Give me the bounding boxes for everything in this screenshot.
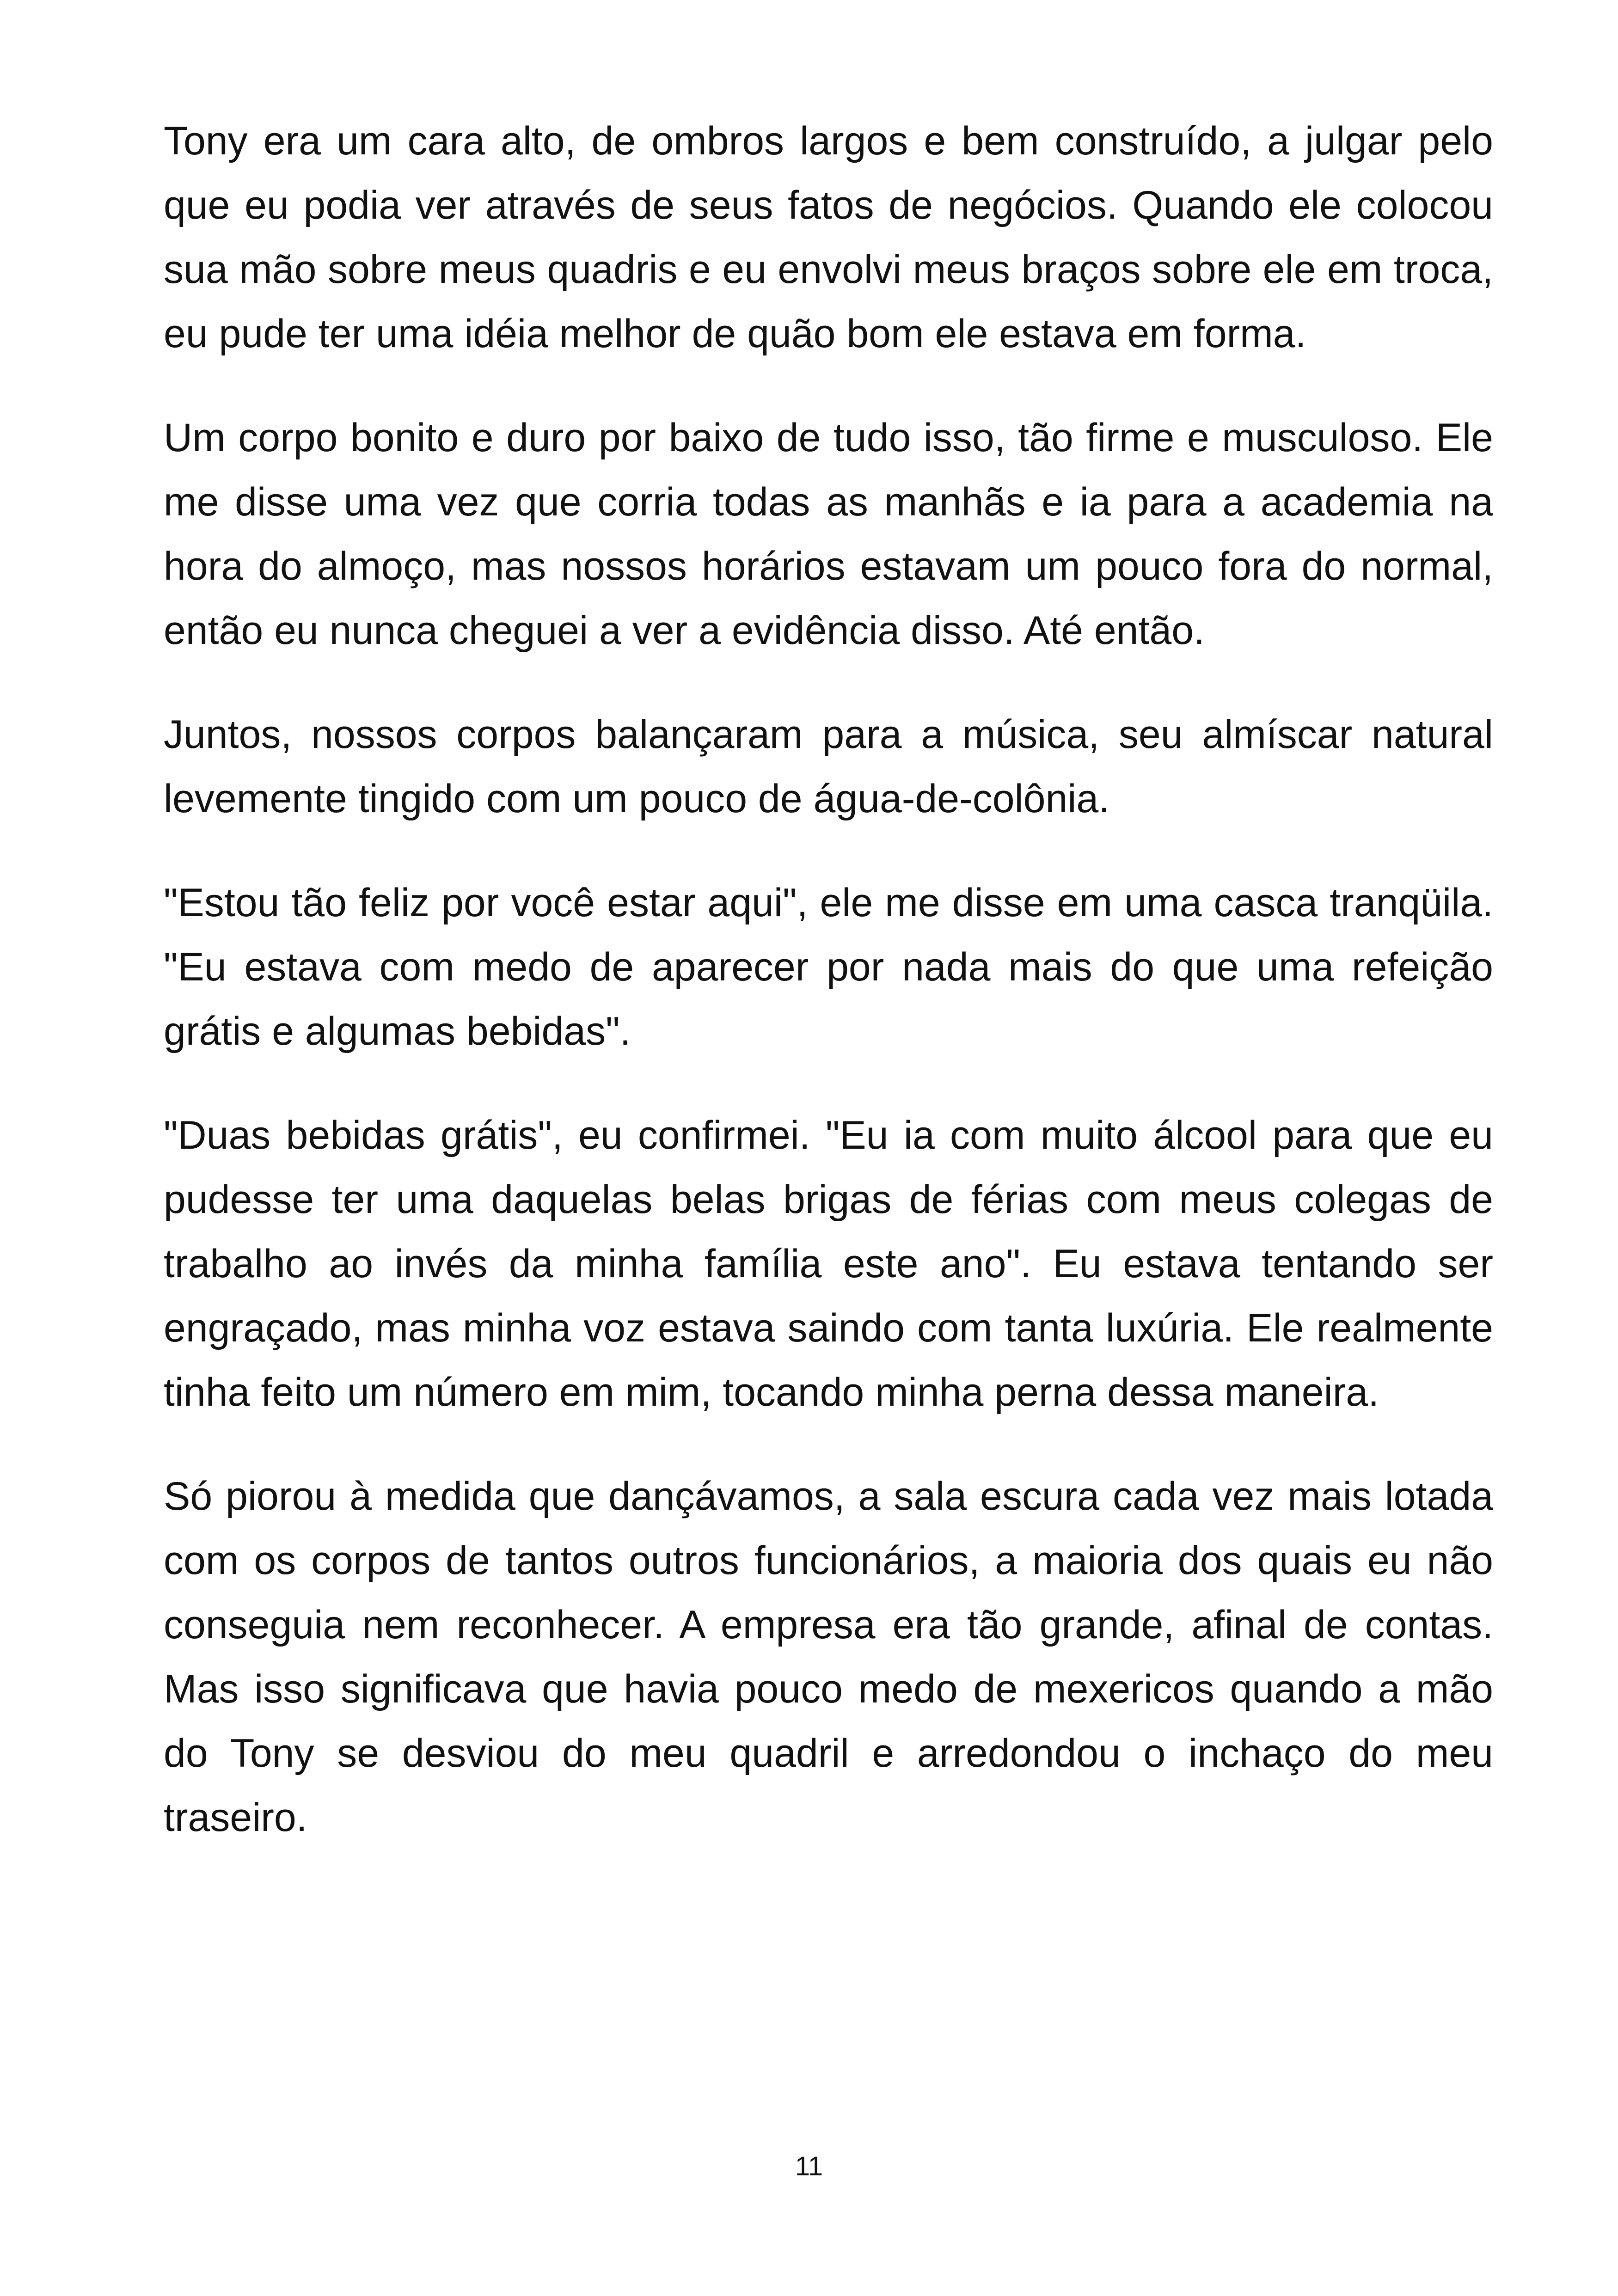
paragraph: Só piorou à medida que dançávamos, a sala escura cada vez mais lotada com os corpos de tantos outros funcionários, a maioria dos quais eu não conseguia nem reconhecer. A empresa era tão grande, afinal de contas. Mas isso significava que havia pouco medo de mexericos quando a mão do Tony se desviou do meu quadril e arredondou o inchaço do meu traseiro. <box>164 1474 1493 1840</box>
paragraph: "Estou tão feliz por você estar aqui", ele me disse em uma casca tranqüila. "Eu estava com medo de aparecer por nada mais do que uma refeição grátis e algumas bebidas". <box>164 881 1493 1053</box>
paragraph: "Duas bebidas grátis", eu confirmei. "Eu ia com muito álcool para que eu pudesse ter uma daquelas belas brigas de férias com meus colegas de trabalho ao invés da minha família este ano". Eu estava tentando ser engraçado, mas minha voz estava saindo com tanta luxúria. Ele realmente tinha feito um número em mim, tocando minha perna dessa maneira. <box>164 1113 1493 1414</box>
paragraph: Juntos, nossos corpos balançaram para a música, seu almíscar natural levemente tingido com um pouco de água-de-colônia. <box>164 712 1493 821</box>
page-number: 11 <box>795 2151 823 2181</box>
paragraph: Tony era um cara alto, de ombros largos e bem construído, a julgar pelo que eu podia ver através de seus fatos de negócios. Quando ele colocou sua mão sobre meus quadris e eu envolvi meus braços sobre ele em troca, eu pude ter uma idéia melhor de quão bom ele estava em forma. <box>164 119 1493 356</box>
body-text <box>164 109 1493 1890</box>
paragraph: Um corpo bonito e duro por baixo de tudo isso, tão firme e musculoso. Ele me disse uma vez que corria todas as manhãs e ia para a academia na hora do almoço, mas nossos horários estavam um pouco fora do normal, então eu nunca cheguei a ver a evidência disso. Até então. <box>164 416 1493 653</box>
